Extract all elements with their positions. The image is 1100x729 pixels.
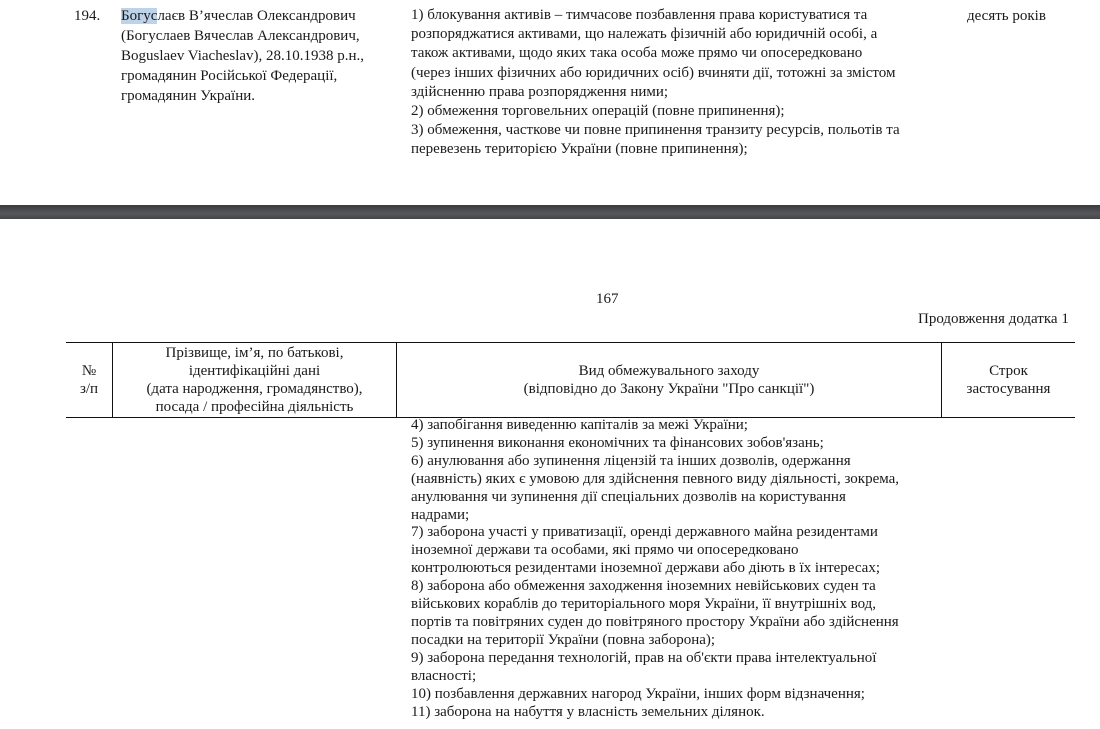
page-166-bottom xyxy=(0,0,1100,205)
measure-line: 7) заборона участі у приватизації, оренді державного майна резидентами xyxy=(411,524,878,541)
header-text: застосування xyxy=(966,381,1051,397)
header-term xyxy=(942,343,1075,417)
person-detail-line: Boguslaev Viacheslav), 28.10.1938 р.н., xyxy=(121,48,365,64)
measure-line: 10) позбавлення державних нагород України, інших форм відзначення; xyxy=(411,685,865,702)
person-detail-line: громадянин України. xyxy=(121,88,255,104)
measure-line: анулювання чи зупинення дії спеціальних дозволів на користування xyxy=(411,488,846,505)
header-text: ідентифікаційні дані xyxy=(188,363,321,379)
person-details[interactable] xyxy=(121,6,401,106)
measure-line: посадки на території України (повна заборона); xyxy=(411,631,716,648)
header-text: (дата народження, громадянство), xyxy=(146,381,363,397)
measure-line: 6) анулювання або зупинення ліцензій та інших дозволів, одержання xyxy=(411,452,851,469)
measure-line: 9) заборона передання технологій, прав на об'єкти права інтелектуальної xyxy=(411,649,877,666)
person-detail-line: (Богуслаев Вячеслав Александрович, xyxy=(121,28,360,44)
measure-line: (наявність) яких є умовою для здійснення певного виду діяльності, зокрема, xyxy=(411,470,900,487)
person-name-line xyxy=(121,6,401,26)
header-text: Прізвище, ім’я, по батькові, xyxy=(165,345,344,361)
sanction-term: десять років xyxy=(967,8,1046,24)
header-text: Вид обмежувального заходу xyxy=(578,363,760,379)
header-text: з/п xyxy=(79,381,99,397)
row-number: 194. xyxy=(74,8,101,24)
text-selection-highlight[interactable]: Богус xyxy=(121,8,158,24)
sanction-measures-continued xyxy=(411,417,951,721)
person-detail-line: громадянин Російської Федерації, xyxy=(121,68,338,84)
header-measure xyxy=(397,343,942,417)
measure-line: контролюються резидентами іноземної держави або діють в їх інтересах; xyxy=(411,560,881,577)
measure-line: 11) заборона на набуття у власність земельних ділянок. xyxy=(411,703,765,720)
header-number xyxy=(66,343,113,417)
measure-line: 5) зупинення виконання економічних та фінансових зобов'язань; xyxy=(411,434,824,451)
measure-line: 2) обмеження торговельних операцій (повне припинення); xyxy=(411,103,785,120)
header-text: посада / професійна діяльність xyxy=(155,399,354,415)
page-separator xyxy=(0,205,1100,219)
measure-line: іноземної держави та особами, які прямо чи опосередковано xyxy=(411,542,799,559)
measure-line: (через інших фізичних або юридичних осіб) вчиняти дії, тотожні за змістом xyxy=(411,64,896,81)
measure-line: перевезень територією України (повне припинення); xyxy=(411,141,748,158)
header-text: № xyxy=(81,363,97,379)
measure-line: розпоряджатися активами, що належать фізичній або юридичній особі, а xyxy=(411,26,878,43)
header-text: (відповідно до Закону України "Про санкції") xyxy=(523,381,815,397)
header-person xyxy=(113,343,397,417)
page-number: 167 xyxy=(596,291,619,307)
measure-line: 8) заборона або обмеження заходження іноземних невійськових суден та xyxy=(411,578,876,595)
measure-line: здійсненню права розпорядження ними; xyxy=(411,83,669,100)
measure-line: 1) блокування активів – тимчасове позбавлення права користуватися та xyxy=(411,7,868,23)
person-name-rest: лаєв В’ячеслав Олександрович xyxy=(157,8,356,24)
header-text: Строк xyxy=(989,363,1028,379)
measure-line: портів та повітряних суден до повітряного простору України або здійснення xyxy=(411,613,899,630)
measure-line: військових кораблів до територіального моря України, її внутрішніх вод, xyxy=(411,596,877,613)
sanction-measures-list xyxy=(411,6,951,160)
continuation-label: Продовження додатка 1 xyxy=(918,311,1069,327)
measure-line: власності; xyxy=(411,667,477,684)
measure-line: 3) обмеження, часткове чи повне припинення транзиту ресурсів, польотів та xyxy=(411,122,900,139)
measure-line: надрами; xyxy=(411,506,470,523)
measure-line: 4) запобігання виведенню капіталів за межі України; xyxy=(411,417,748,433)
measure-line: також активами, щодо яких така особа може прямо чи опосередковано xyxy=(411,45,863,62)
page-167-top xyxy=(0,219,1100,729)
table-header xyxy=(66,342,1075,418)
